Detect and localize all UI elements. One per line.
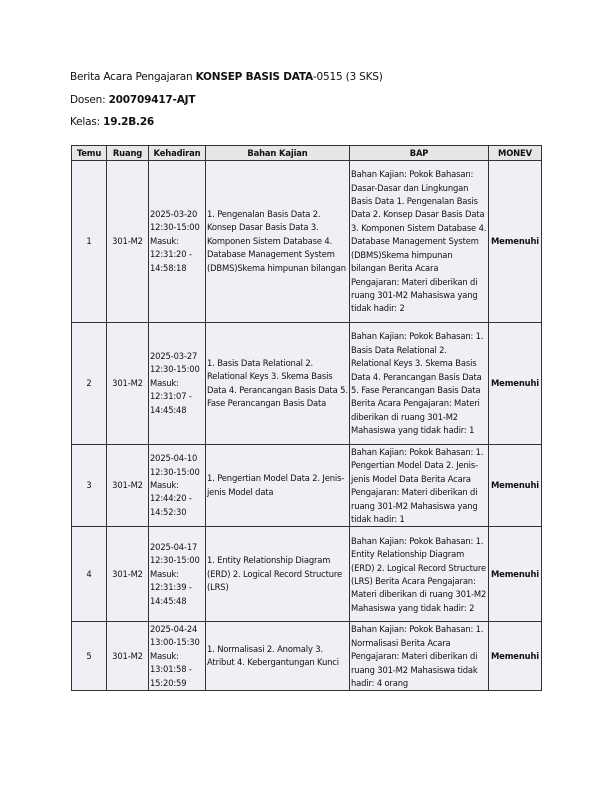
cell-bap: Bahan Kajian: Pokok Bahasan: 1. Pengertian Model Data 2. Jenis-jenis Model Data Berita Acara Pengajaran: Materi diberikan di ruang 301-M2 Mahasiswa yang tidak hadir: 1 (350, 445, 489, 527)
cell-bap: Bahan Kajian: Pokok Bahasan: 1. Normalisasi Berita Acara Pengajaran: Materi diberikan di ruang 301-M2 Mahasiswa tidak hadir: 4 orang (350, 622, 489, 691)
cell-kehadiran: 2025-03-27 12:30-15:00 Masuk: 12:31:07 - 14:45:48 (149, 323, 206, 445)
cell-bahan-kajian: 1. Normalisasi 2. Anomaly 3. Atribut 4. Kebergantungan Kunci (206, 622, 350, 691)
cell-temu: 2 (72, 323, 107, 445)
table-row (72, 161, 542, 323)
cell-bap: Bahan Kajian: Pokok Bahasan: 1. Basis Data Relational 2. Relational Keys 3. Skema Basis Data 4. Perancangan Basis Data 5. Fase Perancangan Basis Data Berita Acara Pengajaran: Materi diberikan di ruang 301-M2 Mahasiswa yang tidak hadir: 1 (350, 323, 489, 445)
lecturer-label: Dosen: (70, 94, 109, 106)
cell-ruang: 301-M2 (107, 161, 149, 323)
cell-kehadiran: 2025-04-17 12:30-15:00 Masuk: 12:31:39 - 14:45:48 (149, 527, 206, 622)
cell-temu: 5 (72, 622, 107, 691)
cell-ruang: 301-M2 (107, 527, 149, 622)
cell-bahan-kajian: 1. Basis Data Relational 2. Relational Keys 3. Skema Basis Data 4. Perancangan Basis Data 5. Fase Perancangan Basis Data (206, 323, 350, 445)
cell-monev: Memenuhi (489, 622, 542, 691)
cell-bap: Bahan Kajian: Pokok Bahasan: Dasar-Dasar dan Lingkungan Basis Data 1. Pengenalan Basis Data 2. Konsep Dasar Basis Data 3. Komponen Sistem Database 4. Database Management System (DBMS)Skema himpunan bilangan Berita Acara Pengajaran: Materi diberikan di ruang 301-M2 Mahasiswa yang tidak hadir: 2 (350, 161, 489, 323)
title-prefix: Berita Acara Pengajaran (70, 71, 196, 83)
cell-monev: Memenuhi (489, 445, 542, 527)
cell-kehadiran: 2025-04-10 12:30-15:00 Masuk: 12:44:20 - 14:52:30 (149, 445, 206, 527)
cell-temu: 4 (72, 527, 107, 622)
column-header-kehadiran: Kehadiran (149, 146, 206, 161)
column-header-temu: Temu (72, 146, 107, 161)
course-code: -0515 (3 SKS) (312, 71, 383, 83)
cell-monev: Memenuhi (489, 323, 542, 445)
column-header-ruang: Ruang (107, 146, 149, 161)
lecturer-line (70, 94, 195, 106)
cell-monev: Memenuhi (489, 527, 542, 622)
cell-ruang: 301-M2 (107, 445, 149, 527)
class-line (70, 116, 154, 128)
lecturer-id: 200709417-AJT (108, 94, 196, 106)
class-id: 19.2B.26 (103, 116, 155, 128)
cell-ruang: 301-M2 (107, 323, 149, 445)
cell-temu: 1 (72, 161, 107, 323)
cell-bahan-kajian: 1. Pengenalan Basis Data 2. Konsep Dasar Basis Data 3. Komponen Sistem Database 4. Database Management System (DBMS)Skema himpunan bilangan (206, 161, 350, 323)
cell-temu: 3 (72, 445, 107, 527)
table-row (72, 445, 542, 527)
column-header-bap: BAP (350, 146, 489, 161)
document-title (70, 71, 383, 83)
cell-bahan-kajian: 1. Pengertian Model Data 2. Jenis-jenis Model data (206, 445, 350, 527)
cell-kehadiran: 2025-03-20 12:30-15:00 Masuk: 12:31:20 - 14:58:18 (149, 161, 206, 323)
table-row (72, 323, 542, 445)
table-header-row (72, 146, 542, 161)
table-row (72, 527, 542, 622)
cell-ruang: 301-M2 (107, 622, 149, 691)
column-header-monev: MONEV (489, 146, 542, 161)
cell-monev: Memenuhi (489, 161, 542, 323)
column-header-bahan-kajian: Bahan Kajian (206, 146, 350, 161)
class-label: Kelas: (70, 116, 104, 128)
course-name: KONSEP BASIS DATA (195, 71, 313, 83)
teaching-record-table (71, 145, 542, 691)
cell-bahan-kajian: 1. Entity Relationship Diagram (ERD) 2. Logical Record Structure (LRS) (206, 527, 350, 622)
table-row (72, 622, 542, 691)
cell-bap: Bahan Kajian: Pokok Bahasan: 1. Entity Relationship Diagram (ERD) 2. Logical Record Structure (LRS) Berita Acara Pengajaran: Materi diberikan di ruang 301-M2 Mahasiswa yang tidak hadir: 2 (350, 527, 489, 622)
cell-kehadiran: 2025-04-24 13:00-15:30 Masuk: 13:01:58 - 15:20:59 (149, 622, 206, 691)
